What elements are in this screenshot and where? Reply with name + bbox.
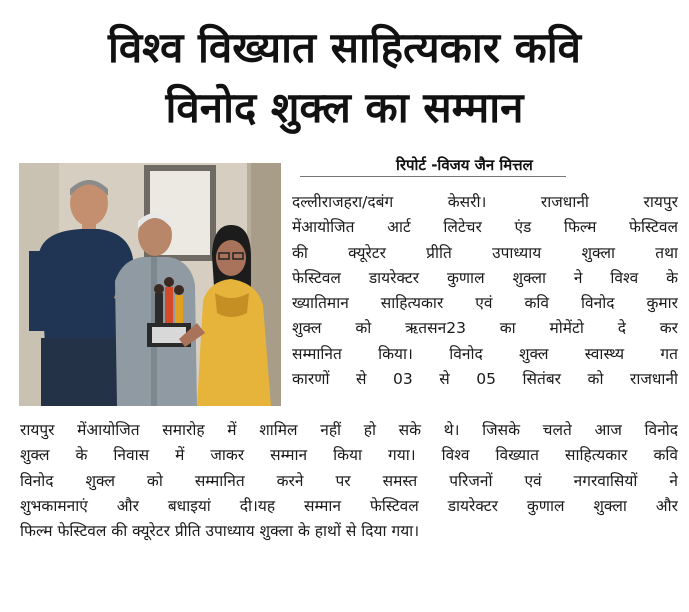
article-line: फेस्टिवल डायरेक्टर कुणाल शुक्ला ने विश्व के [292, 268, 678, 287]
article-line: ख्यातिमान साहित्यकार एवं कवि विनोद कुमार [292, 294, 678, 313]
photo-illustration [19, 163, 281, 406]
article-line: शुभकामनाएं और बधाइयां दी।यह सम्मान फेस्टिवल डायरेक्टर कुणाल शुक्ला और [20, 496, 678, 515]
headline-line-1: विश्व विख्यात साहित्यकार कवि [107, 23, 582, 72]
byline-rule [300, 176, 566, 177]
article-line: शुक्ल को ऋतसन23 का मोमेंटो दे कर [292, 319, 678, 338]
headline [0, 18, 689, 138]
article-line: दल्लीराजहरा/दबंग केसरी। राजधानी रायपुर [292, 193, 678, 211]
article-line: सम्मानित किया। विनोद शुक्ल स्वास्थ्य गत [292, 344, 678, 363]
article-body-full-width [20, 418, 678, 544]
article-line: मेंआयोजित आर्ट लिटेचर एंड फिल्म फेस्टिवल [292, 218, 678, 237]
headline-line-2: विनोद शुक्ल का सम्मान [165, 83, 524, 132]
article-line: कारणों से 03 से 05 सितंबर को राजधानी [292, 370, 678, 389]
article-body-right-column [292, 190, 678, 392]
article-line: फिल्म फेस्टिवल की क्यूरेटर प्रीति उपाध्याय शुक्ला के हाथों से दिया गया। [20, 522, 420, 541]
article-line: विनोद शुक्ल को सम्मानित करने पर समस्त परिजनों एवं नगरवासियों ने [20, 471, 678, 490]
article-line: रायपुर मेंआयोजित समारोह में शामिल नहीं हो सके थे। जिसके चलते आज विनोद [20, 421, 678, 439]
byline: रिपोर्ट -विजय जैन मित्तल [396, 156, 533, 174]
news-photo [19, 163, 281, 406]
article-line: की क्यूरेटर प्रीति उपाध्याय शुक्ला तथा [292, 243, 678, 262]
article-line: शुक्ल के निवास में जाकर सम्मान किया गया। विश्व विख्यात साहित्यकार कवि [20, 446, 678, 465]
